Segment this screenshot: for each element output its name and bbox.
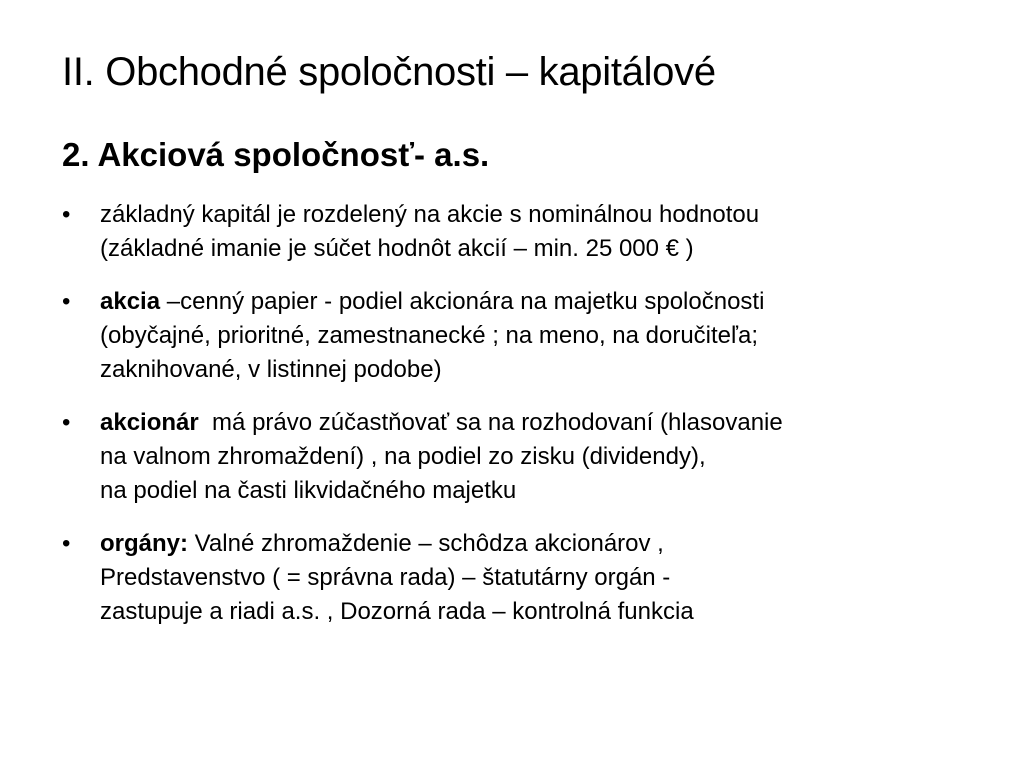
bullet-list xyxy=(62,198,982,648)
bullet-line: Predstavenstvo ( = správna rada) – štatutárny orgán - xyxy=(100,564,671,591)
slide-subtitle: 2. Akciová spoločnosť- a.s. xyxy=(62,136,490,173)
bullet-item-basic-capital xyxy=(62,198,982,266)
slide-title: II. Obchodné spoločnosti – kapitálové xyxy=(62,50,716,94)
bullet-line: zaknihované, v listinnej podobe) xyxy=(100,356,442,383)
bullet-dot-icon: • xyxy=(62,288,71,315)
bullet-item-akcionar xyxy=(62,406,982,508)
bullet-line: na podiel na časti likvidačného majetku xyxy=(100,477,517,504)
bullet-line: zastupuje a riadi a.s. , Dozorná rada – kontrolná funkcia xyxy=(100,598,694,625)
bullet-line-text: –cenný papier - podiel akcionára na majetku spoločnosti xyxy=(160,288,765,315)
bullet-term: akcionár xyxy=(100,409,199,436)
bullet-dot-icon: • xyxy=(62,530,71,557)
bullet-line xyxy=(100,406,982,440)
bullet-line: na valnom zhromaždení) , na podiel zo zisku (dividendy), xyxy=(100,443,706,470)
bullet-dot-icon: • xyxy=(62,201,71,228)
bullet-line xyxy=(100,527,982,561)
bullet-line: (obyčajné, prioritné, zamestnanecké ; na meno, na doručiteľa; xyxy=(100,322,759,349)
bullet-line xyxy=(100,285,982,319)
bullet-line-text: Valné zhromaždenie – schôdza akcionárov , xyxy=(188,530,664,557)
bullet-line-text: má právo zúčastňovať sa na rozhodovaní (hlasovanie xyxy=(198,409,783,436)
bullet-term: orgány: xyxy=(100,530,189,557)
bullet-line: základný kapitál je rozdelený na akcie s nominálnou hodnotou xyxy=(100,201,760,228)
bullet-item-akcia xyxy=(62,285,982,387)
bullet-line: (základné imanie je súčet hodnôt akcií – min. 25 000 € ) xyxy=(100,235,694,262)
bullet-term: akcia xyxy=(100,288,161,315)
bullet-dot-icon: • xyxy=(62,409,71,436)
bullet-item-organy xyxy=(62,527,982,629)
